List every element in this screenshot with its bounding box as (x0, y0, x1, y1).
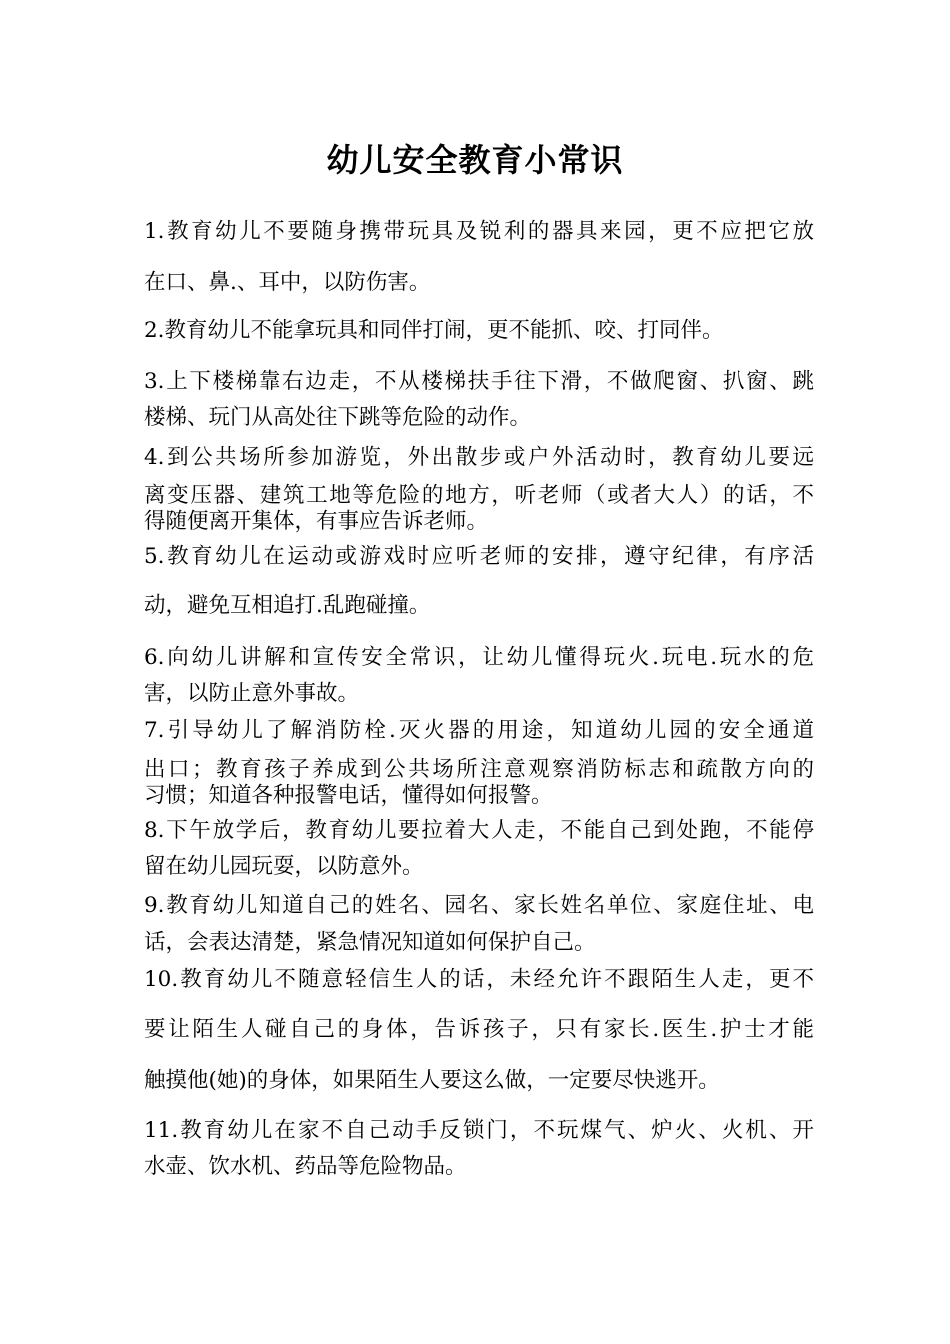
text-line: 水壶、饮水机、药品等危险物品。 (144, 1154, 467, 1179)
text-line: 触摸他(她)的身体，如果陌生人要这么做，一定要尽快逃开。 (144, 1068, 720, 1093)
text-line: 离变压器、建筑工地等危险的地方，听老师（或者大人）的话，不 (144, 483, 814, 508)
text-line: 得随便离开集体，有事应告诉老师。 (144, 509, 489, 534)
text-line: 1.教育幼儿不要随身携带玩具及锐利的器具来园，更不应把它放 (144, 219, 814, 244)
text-line: 习惯；知道各种报警电话，懂得如何报警。 (144, 783, 553, 808)
text-line: 在口、鼻.、耳中，以防伤害。 (144, 270, 431, 295)
text-line: 11.教育幼儿在家不自己动手反锁门，不玩煤气、炉火、火机、开 (144, 1118, 814, 1143)
text-line: 出口；教育孩子养成到公共场所注意观察消防标志和疏散方向的 (144, 757, 814, 782)
text-line: 2.教育幼儿不能拿玩具和同伴打闹，更不能抓、咬、打同伴。 (144, 318, 724, 343)
text-line: 动，避免互相追打.乱跑碰撞。 (144, 593, 431, 618)
text-line: 10.教育幼儿不随意轻信生人的话，未经允许不跟陌生人走，更不 (144, 967, 814, 992)
text-line: 楼梯、玩门从高处往下跳等危险的动作。 (144, 405, 532, 430)
text-line: 5.教育幼儿在运动或游戏时应听老师的安排，遵守纪律，有序活 (144, 544, 814, 569)
page-title: 幼儿安全教育小常识 (326, 141, 624, 179)
text-line: 3.上下楼梯靠右边走，不从楼梯扶手往下滑，不做爬窗、扒窗、跳 (144, 369, 814, 394)
text-line: 4.到公共场所参加游览，外出散步或户外活动时，教育幼儿要远 (144, 445, 814, 470)
text-line: 留在幼儿园玩耍，以防意外。 (144, 854, 424, 879)
text-line: 话，会表达清楚，紧急情况知道如何保护自己。 (144, 930, 596, 955)
text-line: 7.引导幼儿了解消防栓.灭火器的用途，知道幼儿园的安全通道 (144, 718, 814, 743)
text-line: 8.下午放学后，教育幼儿要拉着大人走，不能自己到处跑，不能停 (144, 818, 814, 843)
text-line: 要让陌生人碰自己的身体，告诉孩子，只有家长.医生.护士才能 (144, 1017, 814, 1042)
text-line: 6.向幼儿讲解和宣传安全常识，让幼儿懂得玩火.玩电.玩水的危 (144, 645, 814, 670)
text-line: 害，以防止意外事故。 (144, 681, 360, 706)
text-line: 9.教育幼儿知道自己的姓名、园名、家长姓名单位、家庭住址、电 (144, 893, 814, 918)
